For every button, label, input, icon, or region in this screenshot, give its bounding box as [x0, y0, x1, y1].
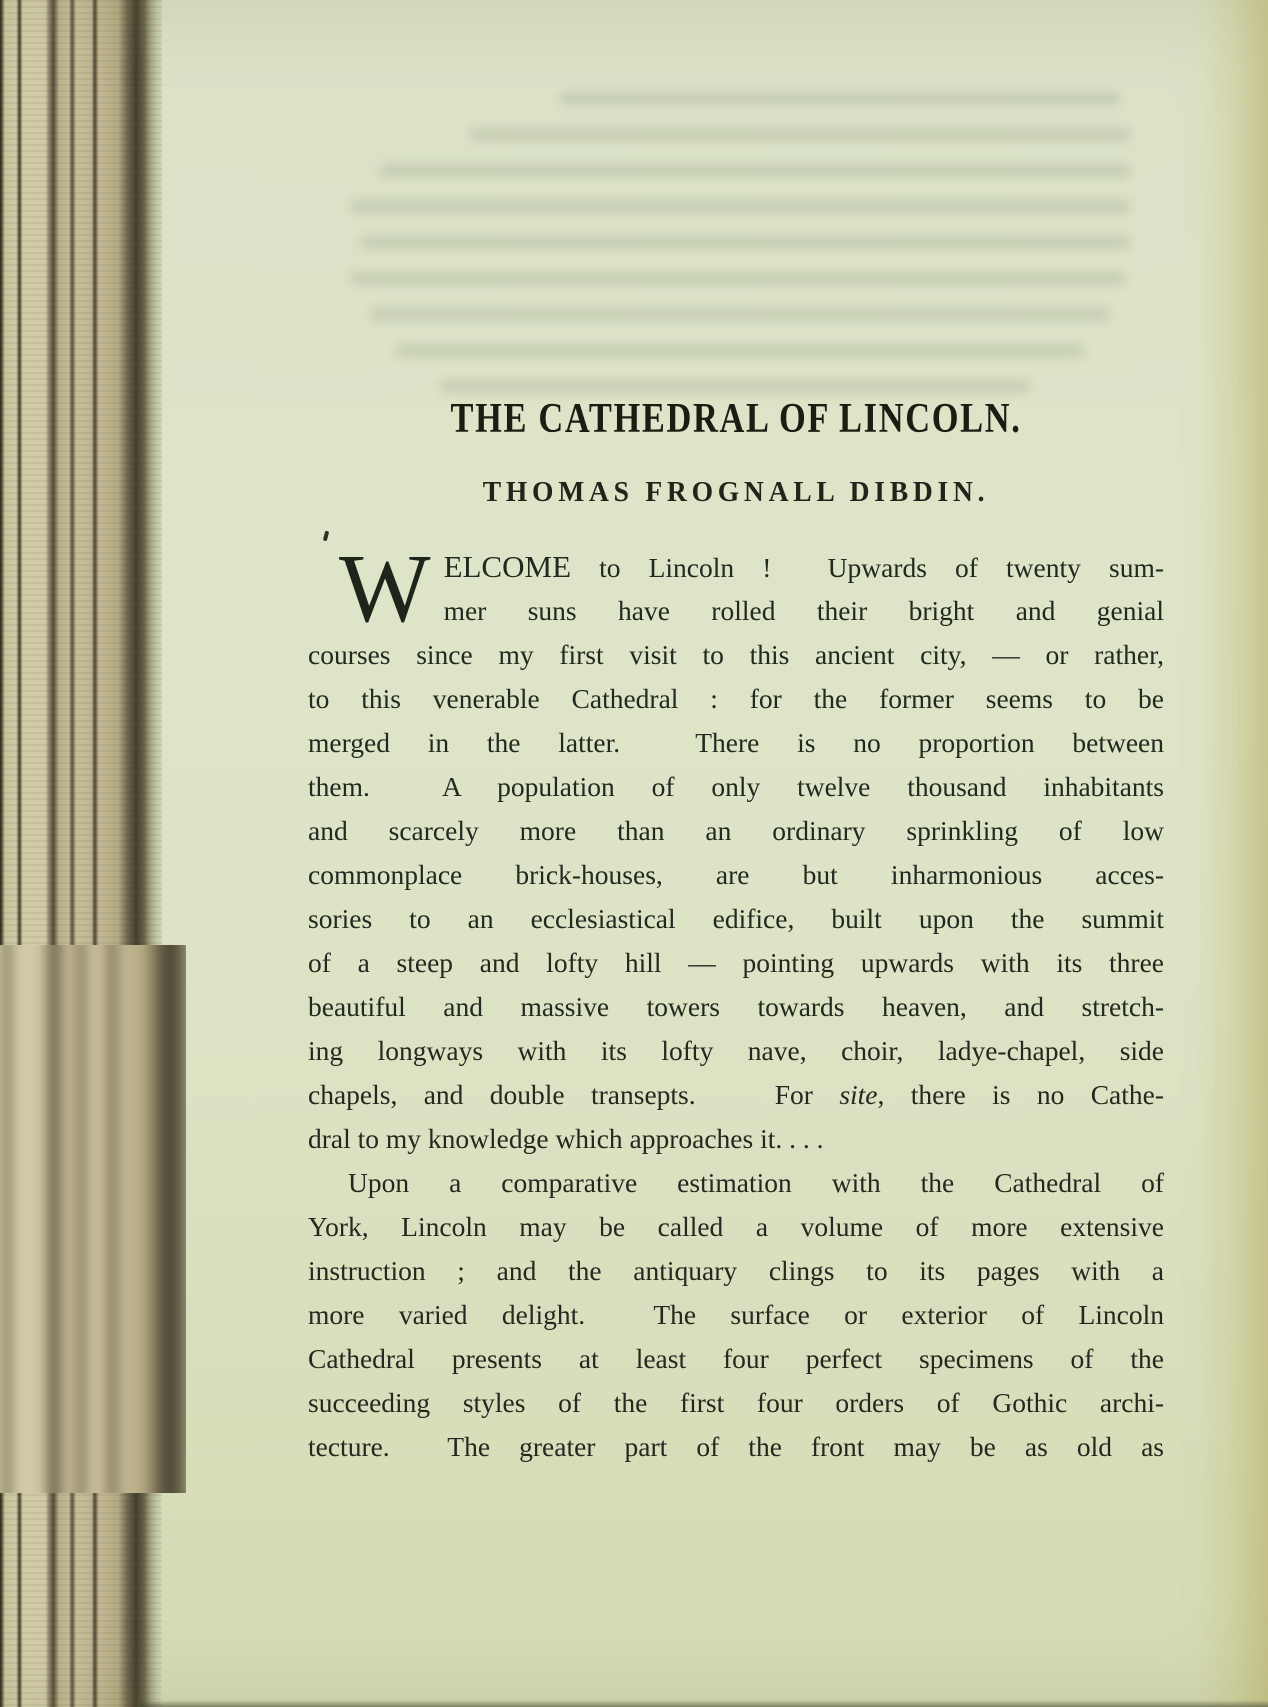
text-line: succeeding styles of the first four orders of Gothic archi-	[308, 1387, 1164, 1418]
text-line: tecture. The greater part of the front may be as old as	[308, 1431, 1164, 1462]
line-text: to Lincoln ! Upwards of twenty sum-	[571, 552, 1164, 583]
text-line: commonplace brick-houses, are but inharmonious acces-	[308, 859, 1164, 890]
paragraph-2	[308, 1161, 1164, 1469]
page-right-edge-shading	[1196, 0, 1268, 1707]
italic-word: site	[839, 1079, 878, 1110]
text-line: mer suns have rolled their bright and genial	[443, 595, 1164, 626]
ink-mark	[323, 531, 329, 542]
paragraph-1	[308, 535, 1164, 1161]
line-text: , there is no Cathe-	[877, 1079, 1164, 1110]
text-line: instruction ; and the antiquary clings to its pages with a	[308, 1255, 1164, 1286]
text-line	[308, 1073, 1164, 1117]
binding-blur-band	[0, 945, 186, 1493]
text-line: them. A population of only twelve thousand inhabitants	[308, 771, 1164, 802]
text-line: sories to an ecclesiastical edifice, built upon the summit	[308, 903, 1164, 934]
text-line: dral to my knowledge which approaches it. . . .	[308, 1123, 824, 1154]
text-line: beautiful and massive towers towards heaven, and stretch-	[308, 991, 1164, 1022]
article-title: THE CATHEDRAL OF LINCOLN.	[450, 396, 1022, 442]
drop-cap: W	[339, 535, 431, 642]
text-line: Upon a comparative estimation with the Cathedral of	[348, 1167, 1164, 1198]
show-through-text	[0, 0, 1268, 420]
text-line: Cathedral presents at least four perfect specimens of the	[308, 1343, 1164, 1374]
text-line: and scarcely more than an ordinary sprinkling of low	[308, 815, 1164, 846]
article-author: THOMAS FROGNALL DIBDIN.	[482, 476, 990, 508]
line-text: chapels, and double transepts. For	[308, 1079, 840, 1110]
text-line: merged in the latter. There is no proportion between	[308, 727, 1164, 758]
text-line: ing longways with its lofty nave, choir, ladye-chapel, side	[308, 1035, 1164, 1066]
text-line: more varied delight. The surface or exterior of Lincoln	[308, 1299, 1164, 1330]
lead-caps: ELCOME	[443, 549, 571, 584]
text-line: York, Lincoln may be called a volume of more extensive	[308, 1211, 1164, 1242]
text-line: to this venerable Cathedral : for the former seems to be	[308, 683, 1164, 714]
text-line: courses since my first visit to this ancient city, — or rather,	[308, 639, 1164, 670]
text-line	[308, 545, 1164, 589]
page-bottom-edge	[140, 1700, 1268, 1707]
article-body	[308, 535, 1164, 1469]
text-line: of a steep and lofty hill — pointing upwards with its three	[308, 947, 1164, 978]
